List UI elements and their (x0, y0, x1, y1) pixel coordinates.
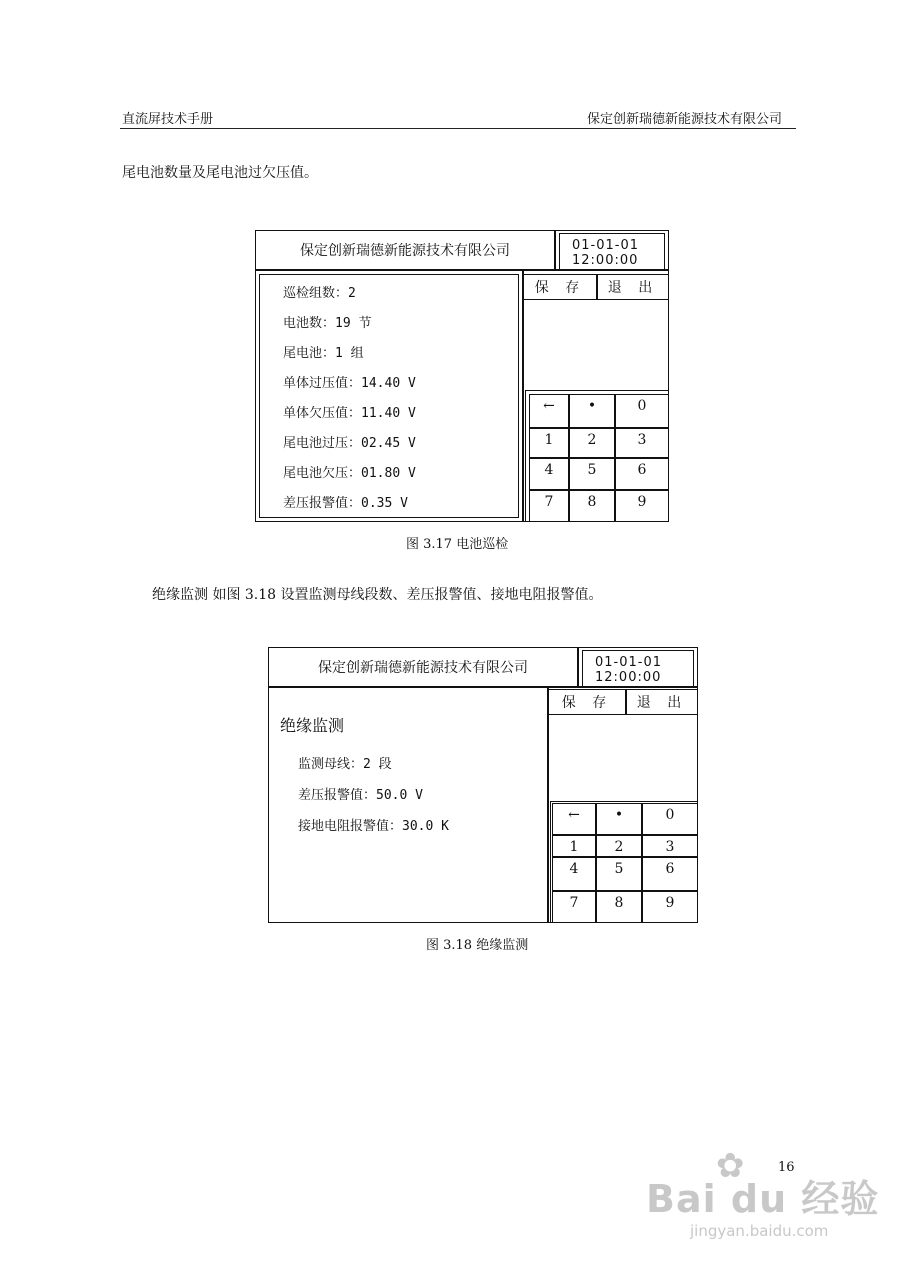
keypad-key-9[interactable]: 9 (642, 891, 698, 923)
figure1-caption: 图 3.17 电池巡检 (406, 537, 509, 552)
field-value[interactable]: 11.40 V (361, 406, 416, 421)
figure1-field-row (283, 462, 416, 481)
field-label: 接地电阻报警值： (298, 819, 403, 834)
figure1-fields-inner (259, 274, 519, 518)
figure2-title-box (268, 647, 578, 687)
figure2-caption: 图 3.18 绝缘监测 (426, 938, 529, 953)
keypad-key-7[interactable]: 7 (552, 891, 596, 923)
figure2-field-row (298, 784, 423, 803)
field-value[interactable]: 2 (348, 286, 356, 301)
figure1-company-title: 保定创新瑞德新能源技术有限公司 (300, 243, 510, 259)
field-label: 巡检组数： (283, 286, 349, 301)
figure2-company-title: 保定创新瑞德新能源技术有限公司 (318, 660, 528, 676)
figure2-time: 12:00:00 (595, 670, 662, 685)
keypad-key-0[interactable]: 0 (642, 803, 698, 835)
keypad-key-6[interactable]: 6 (642, 857, 698, 891)
page-number: 16 (778, 1160, 795, 1175)
figure2-field-row (298, 753, 392, 772)
header-right-title: 保定创新瑞德新能源技术有限公司 (586, 112, 782, 127)
keypad-key-8[interactable]: 8 (596, 891, 642, 923)
keypad-key-3[interactable]: 3 (615, 428, 669, 458)
keypad-key-6[interactable]: 6 (615, 458, 669, 490)
figure2-date: 01-01-01 (595, 655, 663, 670)
field-label: 电池数： (283, 316, 336, 331)
paw-icon: ✿ (716, 1146, 746, 1186)
keypad-key-9[interactable]: 9 (615, 490, 669, 522)
keypad-key-4[interactable]: 4 (552, 857, 596, 891)
field-value[interactable]: 50.0 V (376, 788, 423, 803)
keypad-key-2[interactable]: 2 (596, 835, 642, 857)
keypad-dot-key[interactable]: • (596, 803, 642, 835)
keypad-backspace-key[interactable]: ← (529, 394, 569, 428)
keypad-dot-key[interactable]: • (569, 394, 615, 428)
field-value[interactable]: 02.45 V (361, 436, 416, 451)
field-value[interactable]: 1 组 (335, 346, 364, 361)
keypad-key-3[interactable]: 3 (642, 835, 698, 857)
figure1-field-row (283, 432, 416, 451)
keypad-key-2[interactable]: 2 (569, 428, 615, 458)
figure2-datetime (582, 650, 694, 687)
field-value[interactable]: 19 节 (335, 316, 372, 331)
figure1-save-button[interactable]: 保 存 (523, 274, 597, 300)
figure2-field-row (298, 815, 449, 834)
field-label: 差压报警值： (298, 788, 377, 803)
figure1-field-row (283, 402, 416, 421)
keypad-key-7[interactable]: 7 (529, 490, 569, 522)
field-label: 尾电池欠压： (283, 466, 362, 481)
keypad-key-1[interactable]: 1 (552, 835, 596, 857)
figure1-field-row (283, 282, 356, 301)
header-divider (120, 128, 796, 129)
figure1-field-row (283, 312, 372, 331)
figure1-field-row (283, 342, 364, 361)
field-label: 尾电池过压： (283, 436, 362, 451)
field-value[interactable]: 2 段 (363, 757, 392, 772)
field-value[interactable]: 01.80 V (361, 466, 416, 481)
keypad-key-8[interactable]: 8 (569, 490, 615, 522)
keypad-backspace-key[interactable]: ← (552, 803, 596, 835)
header-left-title: 直流屏技术手册 (122, 112, 214, 127)
field-value[interactable]: 14.40 V (361, 376, 416, 391)
figure2-heading: 绝缘监测 (280, 716, 345, 735)
watermark-logo-text: Bai du 经验 (646, 1177, 880, 1221)
figure-insulation-monitoring (268, 647, 700, 923)
intro-text: 尾电池数量及尾电池过欠压值。 (122, 165, 318, 181)
figure1-time: 12:00:00 (572, 253, 639, 268)
keypad-key-5[interactable]: 5 (569, 458, 615, 490)
figure1-datetime (559, 233, 665, 270)
baidu-watermark-url: jingyan.baidu.com (690, 1222, 829, 1240)
field-label: 差压报警值： (283, 496, 362, 511)
keypad-key-4[interactable]: 4 (529, 458, 569, 490)
field-label: 单体欠压值： (283, 406, 362, 421)
figure1-title-box (255, 230, 555, 270)
insulation-paragraph: 绝缘监测 如图 3.18 设置监测母线段数、差压报警值、接地电阻报警值。 (152, 587, 603, 603)
field-label: 尾电池： (283, 346, 336, 361)
figure2-save-button[interactable]: 保 存 (548, 689, 626, 715)
keypad-key-1[interactable]: 1 (529, 428, 569, 458)
figure2-exit-button[interactable]: 退 出 (626, 689, 698, 715)
figure1-field-row (283, 492, 408, 511)
keypad-key-0[interactable]: 0 (615, 394, 669, 428)
keypad-key-5[interactable]: 5 (596, 857, 642, 891)
figure1-exit-button[interactable]: 退 出 (597, 274, 669, 300)
field-value[interactable]: 30.0 K (402, 819, 449, 834)
figure1-date: 01-01-01 (572, 238, 640, 253)
field-value[interactable]: 0.35 V (361, 496, 408, 511)
figure-battery-inspection (255, 230, 669, 522)
field-label: 监测母线： (298, 757, 364, 772)
figure1-field-row (283, 372, 416, 391)
field-label: 单体过压值： (283, 376, 362, 391)
